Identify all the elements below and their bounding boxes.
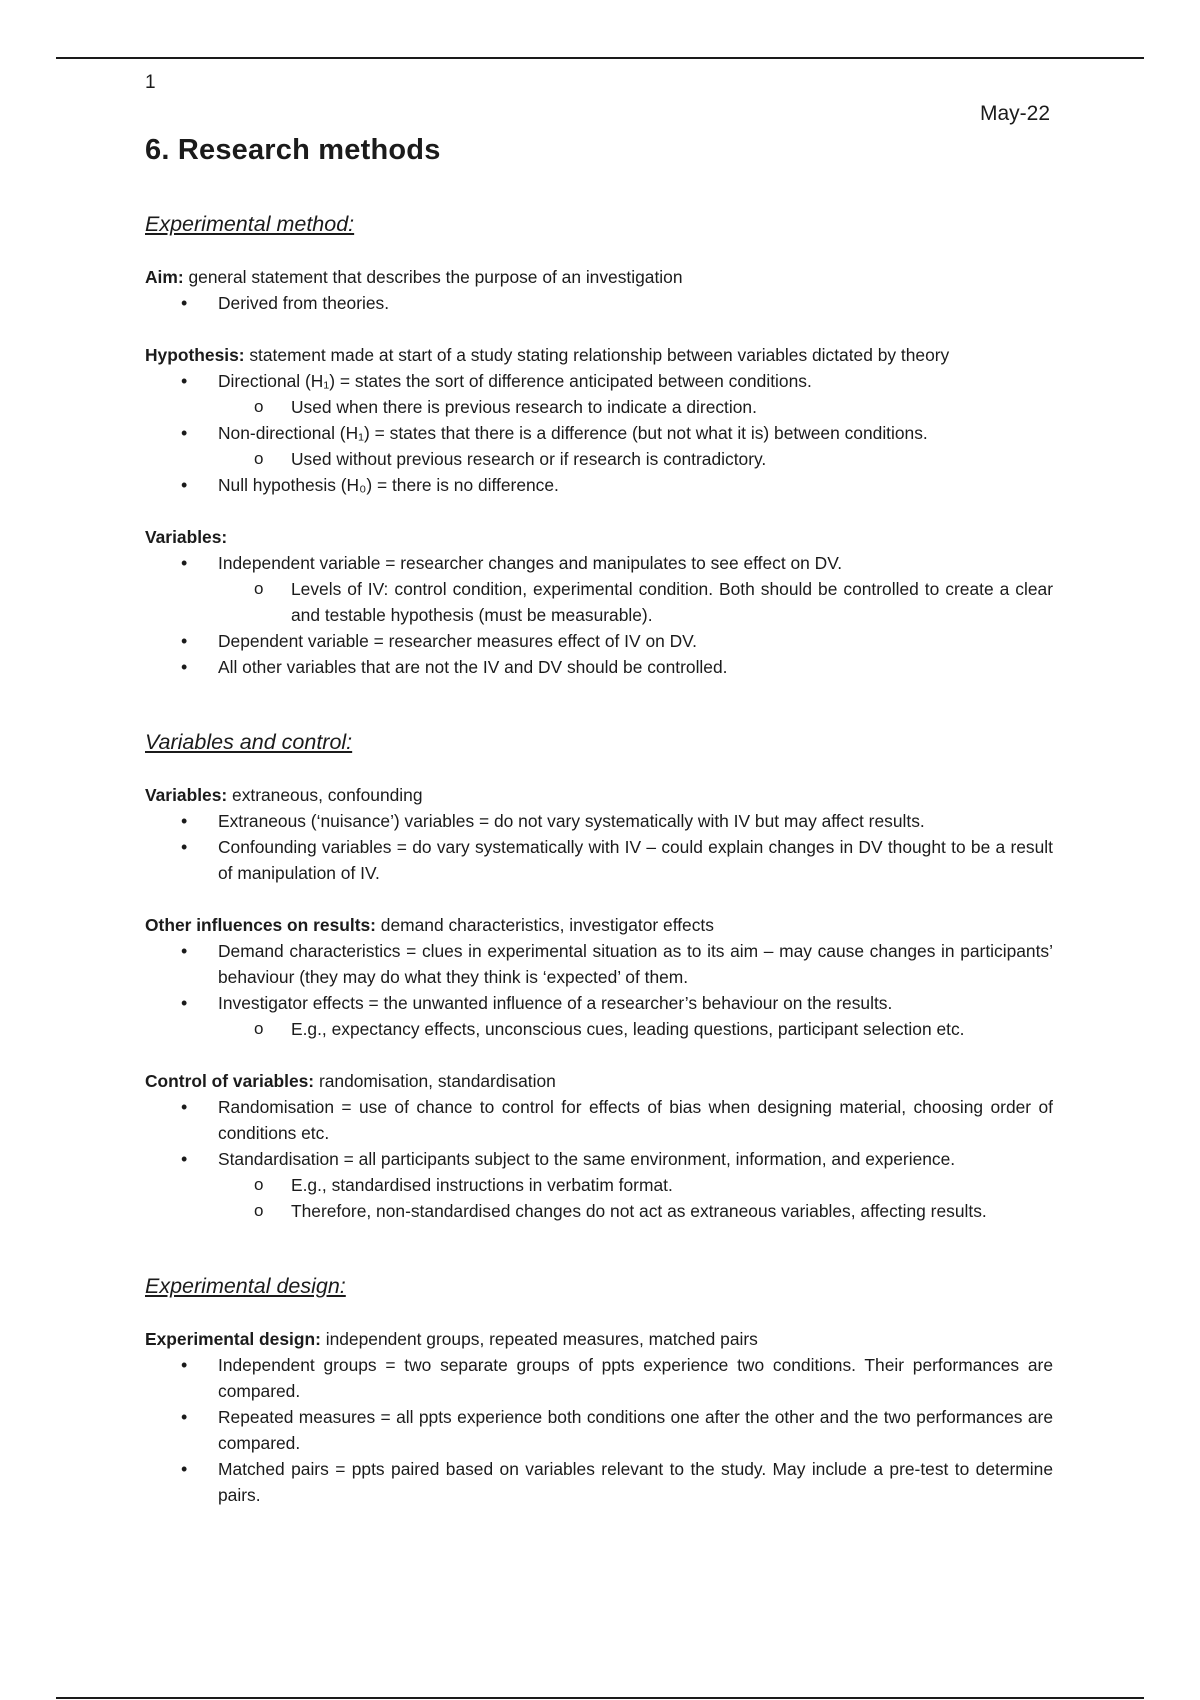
hypothesis-definition bbox=[145, 342, 1053, 368]
bullet-list bbox=[145, 808, 1053, 886]
list-item bbox=[145, 550, 1053, 628]
term-text: randomisation, standardisation bbox=[314, 1071, 556, 1091]
sub-list-item: o Used when there is previous research to indicate a direction. bbox=[218, 394, 1053, 420]
variables-block bbox=[145, 524, 1053, 680]
footer-rule bbox=[56, 1697, 1144, 1699]
list-item bbox=[145, 1146, 1053, 1224]
list-item: • All other variables that are not the IV and DV should be controlled. bbox=[145, 654, 1053, 680]
term-label: Control of variables: bbox=[145, 1071, 315, 1091]
term-text: general statement that describes the purpose of an investigation bbox=[183, 267, 683, 287]
document-body bbox=[145, 210, 1053, 1534]
sub-bullet-list bbox=[218, 446, 1053, 472]
list-item-text: Non-directional (H₁) = states that there is a difference (but not what it is) between conditions. bbox=[218, 423, 928, 443]
list-item: • Matched pairs = ppts paired based on variables relevant to the study. May include a pre-test to determine pairs. bbox=[145, 1456, 1053, 1508]
list-item: • Randomisation = use of chance to control for effects of bias when designing material, choosing order of conditions etc. bbox=[145, 1094, 1053, 1146]
term-text: statement made at start of a study stating relationship between variables dictated by theory bbox=[244, 345, 950, 365]
bullet-list bbox=[145, 550, 1053, 680]
variables-definition bbox=[145, 524, 1053, 550]
list-item: • Extraneous (‘nuisance’) variables = do not vary systematically with IV but may affect results. bbox=[145, 808, 1053, 834]
document-date: May-22 bbox=[980, 102, 1051, 125]
bullet-list bbox=[145, 1094, 1053, 1224]
section-heading-experimental-method: Experimental method: bbox=[145, 212, 355, 236]
term-label: Experimental design: bbox=[145, 1329, 321, 1349]
sub-list-item: o Therefore, non-standardised changes do not act as extraneous variables, affecting results. bbox=[218, 1198, 1053, 1224]
aim-block bbox=[145, 264, 1053, 316]
term-label: Other influences on results: bbox=[145, 915, 376, 935]
term-text: extraneous, confounding bbox=[227, 785, 423, 805]
control-definition bbox=[145, 1068, 1053, 1094]
term-label: Hypothesis: bbox=[145, 345, 245, 365]
term-text: independent groups, repeated measures, matched pairs bbox=[320, 1329, 758, 1349]
term-text: demand characteristics, investigator effects bbox=[375, 915, 714, 935]
list-item: • Null hypothesis (H₀) = there is no difference. bbox=[145, 472, 1053, 498]
header-rule bbox=[56, 57, 1144, 59]
list-item: • Dependent variable = researcher measures effect of IV on DV. bbox=[145, 628, 1053, 654]
list-item: • Independent groups = two separate groups of ppts experience two conditions. Their performances are compared. bbox=[145, 1352, 1053, 1404]
term-label: Variables: bbox=[145, 527, 228, 547]
sub-bullet-list bbox=[218, 1172, 1053, 1224]
list-item: • Repeated measures = all ppts experience both conditions one after the other and the two performances are compared. bbox=[145, 1404, 1053, 1456]
other-influences-block bbox=[145, 912, 1053, 1042]
list-item: • Demand characteristics = clues in experimental situation as to its aim – may cause changes in participants’ behaviour (they may do what they think is ‘expected’ of them. bbox=[145, 938, 1053, 990]
control-block bbox=[145, 1068, 1053, 1224]
list-item-text: Directional (H₁) = states the sort of difference anticipated between conditions. bbox=[218, 371, 812, 391]
bullet-list bbox=[145, 1352, 1053, 1508]
aim-definition bbox=[145, 264, 1053, 290]
sub-bullet-list bbox=[218, 1016, 1053, 1042]
other-influences-definition bbox=[145, 912, 1053, 938]
section-spacer bbox=[145, 1250, 1053, 1272]
term-label: Aim: bbox=[145, 267, 184, 287]
sub-list-item: o Levels of IV: control condition, experimental condition. Both should be controlled to create a clear and testable hypothesis (must be measurable). bbox=[218, 576, 1053, 628]
sub-list-item: o E.g., standardised instructions in verbatim format. bbox=[218, 1172, 1053, 1198]
list-item bbox=[145, 990, 1053, 1042]
variables-types-definition bbox=[145, 782, 1053, 808]
variables-types-block bbox=[145, 782, 1053, 886]
design-definition bbox=[145, 1326, 1053, 1352]
page-title: 6. Research methods bbox=[145, 134, 441, 166]
section-heading-experimental-design: Experimental design: bbox=[145, 1274, 346, 1298]
list-item-text: Standardisation = all participants subject to the same environment, information, and experience. bbox=[218, 1149, 956, 1169]
sub-list-item: o E.g., expectancy effects, unconscious cues, leading questions, participant selection etc. bbox=[218, 1016, 1053, 1042]
page-number: 1 bbox=[145, 72, 156, 93]
bullet-list bbox=[145, 290, 1053, 316]
sub-bullet-list bbox=[218, 576, 1053, 628]
sub-bullet-list bbox=[218, 394, 1053, 420]
list-item-text: Independent variable = researcher changes and manipulates to see effect on DV. bbox=[218, 553, 843, 573]
list-item bbox=[145, 420, 1053, 472]
section-spacer bbox=[145, 706, 1053, 728]
list-item-text: Investigator effects = the unwanted influence of a researcher’s behaviour on the results. bbox=[218, 993, 893, 1013]
design-block bbox=[145, 1326, 1053, 1508]
section-heading-variables-and-control: Variables and control: bbox=[145, 730, 353, 754]
bullet-list bbox=[145, 938, 1053, 1042]
bullet-list bbox=[145, 368, 1053, 498]
sub-list-item: o Used without previous research or if research is contradictory. bbox=[218, 446, 1053, 472]
hypothesis-block bbox=[145, 342, 1053, 498]
term-label: Variables: bbox=[145, 785, 228, 805]
list-item: • Confounding variables = do vary systematically with IV – could explain changes in DV thought to be a result of manipulation of IV. bbox=[145, 834, 1053, 886]
list-item bbox=[145, 368, 1053, 420]
list-item: • Derived from theories. bbox=[145, 290, 1053, 316]
